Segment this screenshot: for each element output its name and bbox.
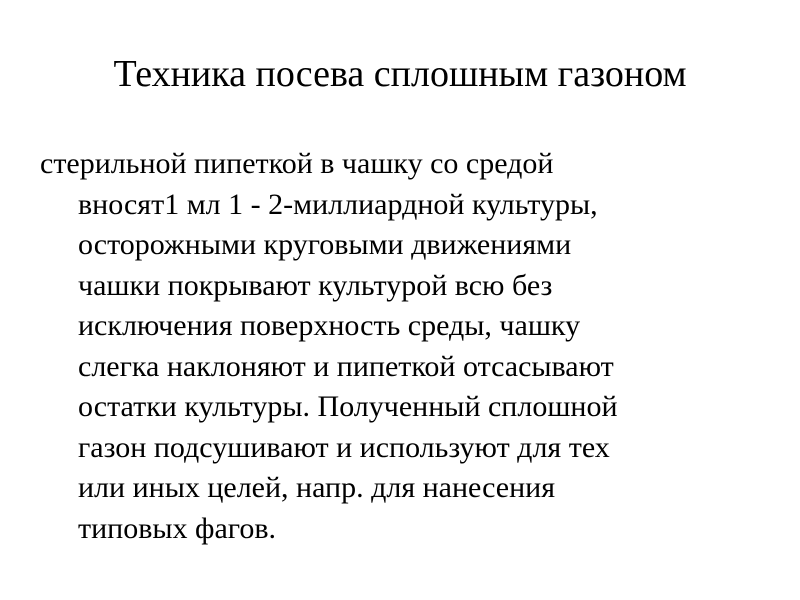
body-line: осторожными круговыми движениями <box>78 228 572 261</box>
body-line: чашки покрывают культурой всю без <box>78 268 553 302</box>
body-line: остатки культуры. Полученный сплошной <box>78 390 618 423</box>
body-line: газон подсушивают и используют для тех <box>78 430 610 464</box>
slide-body <box>40 144 760 549</box>
body-line: исключения поверхность среды, чашку <box>78 309 581 342</box>
body-line: вносят1 мл 1 - 2-миллиардной культуры, <box>78 187 598 221</box>
body-line: слегка наклоняют и пипеткой отсасывают <box>78 349 614 383</box>
body-line: или иных целей, напр. для нанесения <box>78 471 556 504</box>
body-line: типовых фагов. <box>78 511 277 545</box>
body-line: стерильной пипеткой в чашку со средой <box>40 147 554 180</box>
slide-title: Техника посева сплошным газоном <box>113 53 687 95</box>
